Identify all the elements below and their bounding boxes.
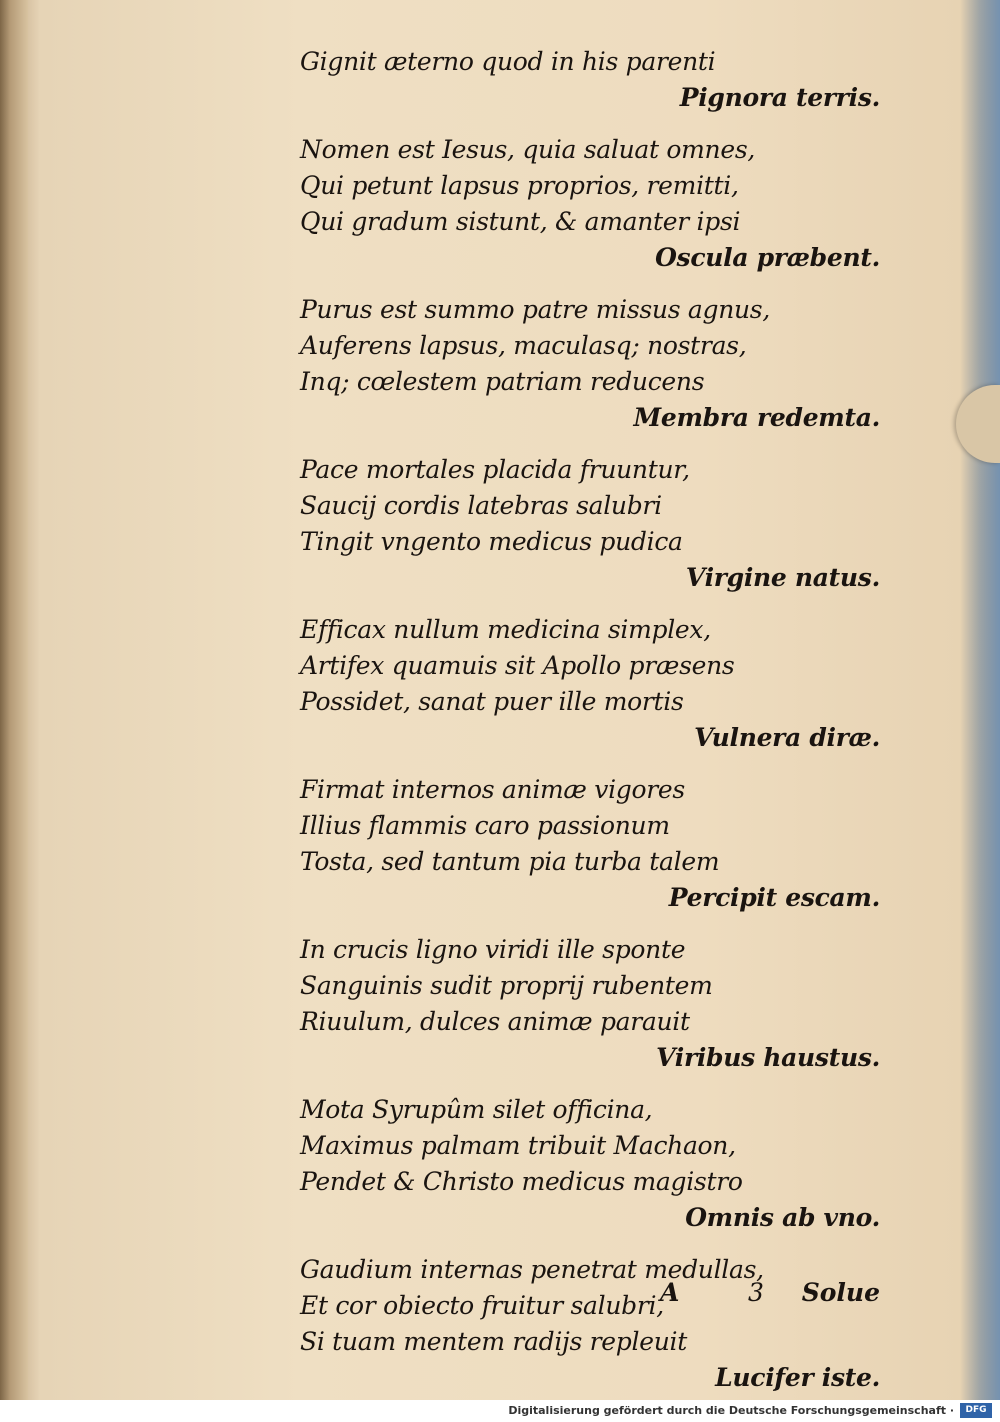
- verse-line: Qui gradum sistunt, & amanter ipsi: [300, 207, 741, 236]
- catchword: Solue: [801, 1278, 880, 1307]
- refrain-line: Omnis ab vno.: [685, 1203, 880, 1232]
- signature-mark: A: [660, 1278, 680, 1307]
- footer-bar: [0, 1400, 1000, 1422]
- verse-line: Possidet, sanat puer ille mortis: [300, 687, 684, 716]
- verse-line: Artifex quamuis sit Apollo præsens: [300, 651, 735, 680]
- verse-line: Tosta, sed tantum pia turba talem: [300, 847, 720, 876]
- verse-line: Et cor obiecto fruitur salubri,: [300, 1291, 664, 1320]
- poem-text: [300, 44, 890, 1396]
- verse-line: Riuulum, dulces animæ parauit: [300, 1007, 690, 1036]
- funding-notice: Digitalisierung gefördert durch die Deutsche Forschungsgemeinschaft ·: [508, 1404, 954, 1417]
- verse-line: Purus est summo patre missus agnus,: [300, 295, 770, 324]
- signature-number: 3: [748, 1278, 764, 1307]
- binding-gutter: [0, 0, 28, 1400]
- verse-line: Pendet & Christo medicus magistro: [300, 1167, 743, 1196]
- verse-line: Auferens lapsus, maculasq; nostras,: [300, 331, 747, 360]
- stanza-gap: [300, 116, 890, 132]
- verse-line: Maximus palmam tribuit Machaon,: [300, 1131, 736, 1160]
- verse-line: Si tuam mentem radijs repleuit: [300, 1327, 687, 1356]
- refrain-line: Pignora terris.: [679, 83, 880, 112]
- refrain-line: Percipit escam.: [668, 883, 880, 912]
- refrain-line: Membra redemta.: [633, 403, 880, 432]
- stanza-gap: [300, 596, 890, 612]
- refrain-line: Vulnera diræ.: [694, 723, 880, 752]
- verse-line: Gaudium internas penetrat medullas,: [300, 1255, 764, 1284]
- verse-line: Nomen est Iesus, quia saluat omnes,: [300, 135, 756, 164]
- verse-line: Gignit æterno quod in his parenti: [300, 47, 716, 76]
- verse-line: In crucis ligno viridi ille sponte: [300, 935, 686, 964]
- verse-line: Mota Syrupûm silet officina,: [300, 1095, 653, 1124]
- refrain-line: Viribus haustus.: [656, 1043, 880, 1072]
- dfg-logo-icon: DFG: [960, 1403, 992, 1418]
- verse-line: Illius flammis caro passionum: [300, 811, 670, 840]
- background-edge: [960, 0, 1000, 1400]
- verse-line: Efficax nullum medicina simplex,: [300, 615, 711, 644]
- refrain-line: Lucifer iste.: [715, 1363, 880, 1392]
- stanza-gap: [300, 276, 890, 292]
- stanza-gap: [300, 436, 890, 452]
- verse-line: Inq; cœlestem patriam reducens: [300, 367, 705, 396]
- verse-line: Firmat internos animæ vigores: [300, 775, 685, 804]
- verse-line: Pace mortales placida fruuntur,: [300, 455, 690, 484]
- refrain-line: Virgine natus.: [685, 563, 880, 592]
- stanza-gap: [300, 756, 890, 772]
- verse-line: Qui petunt lapsus proprios, remitti,: [300, 171, 739, 200]
- verse-line: Saucij cordis latebras salubri: [300, 491, 662, 520]
- stanza-gap: [300, 916, 890, 932]
- verse-line: Sanguinis sudit proprij rubentem: [300, 971, 713, 1000]
- signature-line: [640, 1278, 890, 1314]
- verse-line: Tingit vngento medicus pudica: [300, 527, 683, 556]
- stanza-gap: [300, 1236, 890, 1252]
- stanza-gap: [300, 1076, 890, 1092]
- refrain-line: Oscula præbent.: [655, 243, 880, 272]
